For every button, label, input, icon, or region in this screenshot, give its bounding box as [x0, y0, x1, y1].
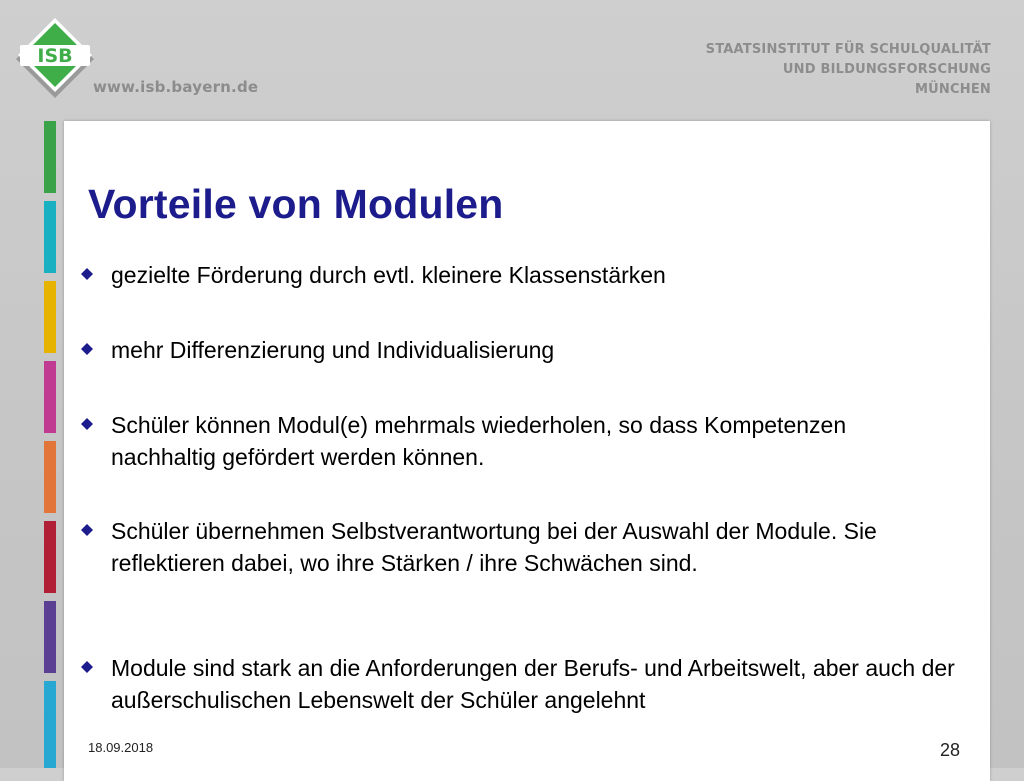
diamond-bullet-icon	[75, 262, 99, 286]
stripe-orange	[44, 441, 56, 513]
diamond-bullet-icon	[75, 518, 99, 542]
bullet-item	[74, 334, 974, 366]
website-url: www.isb.bayern.de	[93, 78, 259, 96]
bullet-item	[74, 515, 974, 579]
page-number: 28	[939, 740, 960, 760]
stripe-red	[44, 521, 56, 593]
bullet-text: Module sind stark an die Anforderungen der Berufs- und Arbeitswelt, aber auch der außerschulischen Lebenswelt der Schüler angelehnt	[111, 655, 955, 713]
bullet-item	[74, 409, 974, 473]
slide-panel	[64, 121, 990, 781]
bullet-text: Schüler können Modul(e) mehrmals wiederholen, so dass Kompetenzen nachhaltig gefördert werden können.	[111, 412, 847, 470]
logo-text: ISB	[37, 45, 73, 67]
stripe-magenta	[44, 361, 56, 433]
bullet-text: Schüler übernehmen Selbstverantwortung bei der Auswahl der Module. Sie reflektieren dabei, wo ihre Stärken / ihre Schwächen sind.	[111, 518, 877, 576]
stripe-purple	[44, 601, 56, 673]
slide-title: Vorteile von Modulen	[88, 181, 504, 227]
bullet-text: gezielte Förderung durch evtl. kleinere Klassenstärken	[111, 262, 666, 288]
bullet-item	[74, 259, 974, 291]
bullet-item	[74, 652, 974, 716]
diamond-bullet-icon	[75, 337, 99, 361]
bullet-list	[64, 121, 990, 741]
stripe-cyan	[44, 201, 56, 273]
bullet-text: mehr Differenzierung und Individualisierung	[111, 337, 555, 363]
institute-line-2: UND BILDUNGSFORSCHUNG	[782, 62, 991, 77]
slide-date: 18.09.2018	[88, 740, 154, 755]
institute-line-1: STAATSINSTITUT FÜR SCHULQUALITÄT	[705, 42, 991, 57]
institute-line-3: MÜNCHEN	[915, 82, 991, 97]
isb-logo	[14, 16, 96, 100]
stripe-yellow	[44, 281, 56, 353]
diamond-bullet-icon	[75, 412, 99, 436]
stripe-blue	[44, 681, 56, 768]
stripe-green	[44, 121, 56, 193]
diamond-bullet-icon	[75, 655, 99, 679]
institute-name	[706, 40, 991, 100]
